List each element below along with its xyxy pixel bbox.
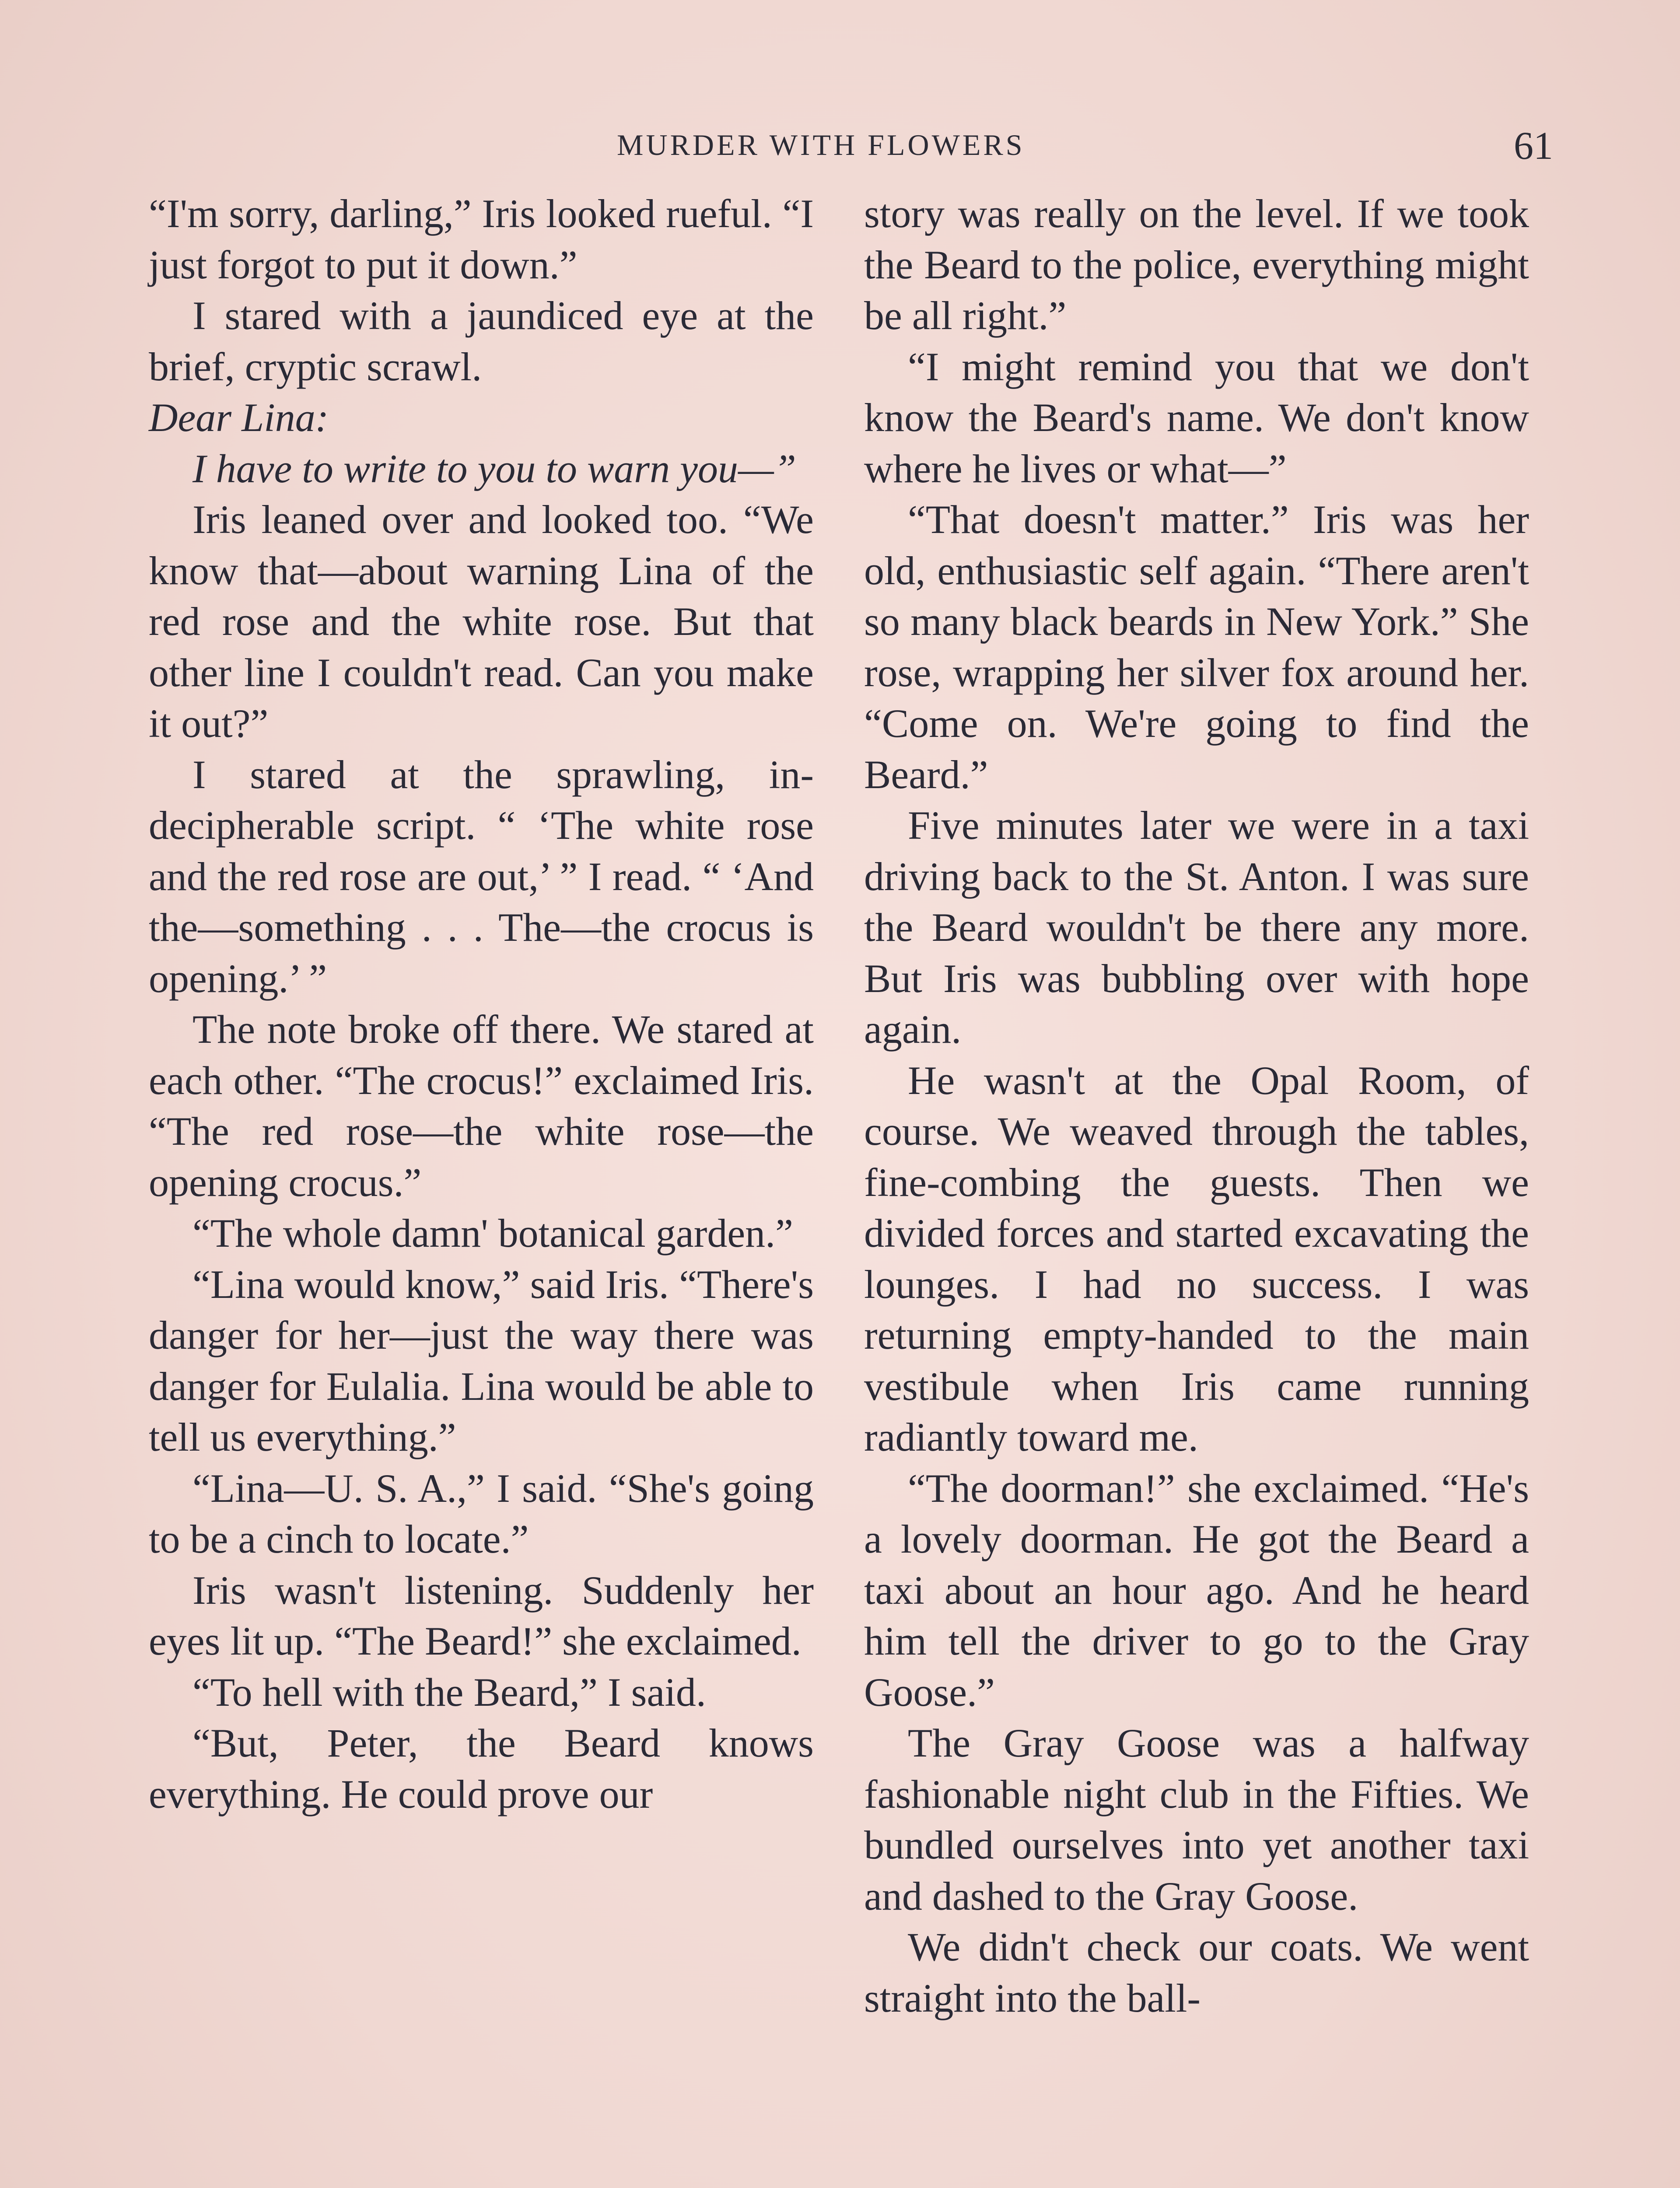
paragraph: “To hell with the Beard,” I said. [192,1669,706,1715]
paragraph: We didn't check our coats. We went straight into the ball- [864,1925,1529,2020]
paragraph: Iris wasn't listening. Suddenly her eyes lit up. “The Beard!” she exclaimed. [149,1567,814,1663]
paragraph: I stared with a jaundiced eye at the brief, cryptic scrawl. [149,293,814,389]
paragraph: “The doorman!” she exclaimed. “He's a lovely doorman. He got the Beard a taxi about an hour ago. And he heard him tell the driver to go to the Gray Goose.” [864,1466,1529,1715]
letter-line: I have to write to you to warn you—” [192,446,796,491]
paragraph: “But, Peter, the Beard knows everything. He could prove our [149,1721,814,1816]
paragraph: “Lina—U. S. A.,” I said. “She's going to be a cinch to locate.” [149,1466,814,1561]
right-column [864,188,1529,2023]
paragraph: “That doesn't matter.” Iris was her old, enthusiastic self again. “There aren't so many black beards in New York.” She rose, wrapping her silver fox around her. “Come on. We're going to find the Beard.” [864,497,1529,797]
running-title: MURDER WITH FLOWERS [617,128,1025,161]
paragraph: story was really on the level. If we took the Beard to the police, everything might be all right.” [864,191,1529,338]
paragraph: Five minutes later we were in a taxi driving back to the St. Anton. I was sure the Beard wouldn't be there any more. But Iris was bubbling over with hope again. [864,803,1529,1052]
paragraph: “I'm sorry, darling,” Iris looked rueful. “I just forgot to put it down.” [149,191,814,287]
paragraph: “I might remind you that we don't know the Beard's name. We don't know where he lives or what—” [864,344,1529,491]
left-column [149,188,814,1820]
paragraph: The Gray Goose was a halfway fashionable night club in the Fifties. We bundled ourselves into yet another taxi and dashed to the Gray Goose. [864,1721,1529,1918]
letter-salutation: Dear Lina: [149,395,329,440]
paragraph: “Lina would know,” said Iris. “There's danger for her—just the way there was danger for Eulalia. Lina would be able to tell us everything.” [149,1262,814,1459]
page-number: 61 [1514,124,1553,168]
paragraph: The note broke off there. We stared at each other. “The crocus!” exclaimed Iris. “The red rose—the white rose—the opening crocus.” [149,1007,814,1205]
paragraph: Iris leaned over and looked too. “We know that—about warning Lina of the red rose and the white rose. But that other line I couldn't read. Can you make it out?” [149,497,814,746]
paragraph: He wasn't at the Opal Room, of course. We weaved through the tables, fine-combing the guests. Then we divided forces and started excavating the lounges. I had no success. I was returning empty-handed to the main vestibule when Iris came running radiantly toward me. [864,1058,1529,1459]
paragraph: “The whole damn' botanical garden.” [192,1211,793,1255]
paragraph: I stared at the sprawling, indecipherable script. “ ‘The white rose and the red rose are out,’ ” I read. “ ‘And the—something . . . The—the crocus is opening.’ ” [149,752,814,1001]
